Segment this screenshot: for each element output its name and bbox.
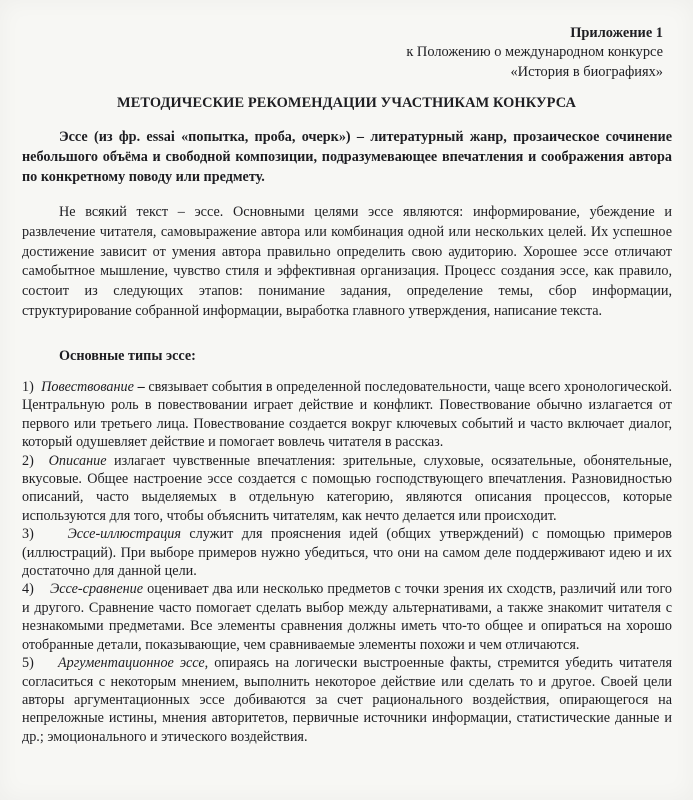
appendix-number: Приложение 1 bbox=[570, 25, 663, 41]
item-type-name: Эссе-сравнение bbox=[49, 581, 144, 598]
item-number: 2) bbox=[22, 452, 34, 469]
essay-type-item bbox=[22, 378, 672, 452]
item-description: служит для прояснения идей (общих утверждений) с помощью примеров (иллюстраций). При выборе примеров нужно убедиться, что они на самом деле поддерживают идею и их достаточно для данной цели. bbox=[22, 526, 673, 580]
item-separator bbox=[107, 453, 114, 469]
item-number: 4) bbox=[22, 581, 34, 598]
item-description: связывает события в определенной последовательности, чаще всего хронологической. Центральную роль в повествовании играет действие и конфликт. Повествование обычно излагается от первого или третьего лица. Повествование создается вокруг ключевых событий и часто включает диалог, который одушевляет действие и помогает вовлечь читателя в рассказ. bbox=[22, 379, 672, 451]
item-description: излагает чувственные впечатления: зрительные, слуховые, осязательные, обонятельные, вкусовые. Общее настроение эссе создается с помощью господствующего впечатления. Разновидностью описаний, часто выделяемых в отдельную категорию, являются описания процессов, которые используются для того, чтобы объяснить читателям, как нечто делается или происходит. bbox=[22, 452, 672, 524]
item-description: опираясь на логически выстроенные факты, стремится убедить читателя согласиться с некоторым мнением, выполнить некоторое действие или сделать то и другое. Своей цели авторы аргументационных эссе добиваются за счет рационального воздействия, опирающегося на непреложные истины, мнения авторитетов, первичные источники информации, статистические данные и др.; эмоционального и этического воздействия. bbox=[22, 655, 672, 745]
essay-type-item bbox=[22, 525, 672, 580]
item-type-name: Повествование bbox=[41, 379, 134, 395]
essay-goals-paragraph: Не всякий текст – эссе. Основными целями эссе являются: информирование, убеждение и развлечение читателя, самовыражение автора или комбинация одной или нескольких целей. Их успешное достижение зависит от умения автора правильно определить свою аудиторию. Хорошее эссе отличают самобытное мышление, чувство стиля и эффективная организация. Процесс создания эссе, как правило, состоит из следующих этапов: понимание задания, определение темы, сбор информации, структурирование собранной информации, выработка главного утверждения, написание текста. bbox=[22, 204, 672, 319]
item-description: оценивает два или несколько предметов с точки зрения их сходств, различий или того и другого. Сравнение часто помогает сделать выбор между альтернативами, а также знакомит читателя с незнакомыми предметами. Все элементы сравнения должны иметь что-то общее и опираться на хорошо отобранные детали, показывающие, чем сравниваемые элементы похожи и чем отличаются. bbox=[22, 581, 673, 653]
item-separator: – bbox=[133, 379, 149, 395]
essay-type-item bbox=[22, 452, 672, 526]
item-type-name: Описание bbox=[48, 452, 107, 469]
item-number: 3) bbox=[22, 526, 34, 543]
document-title: МЕТОДИЧЕСКИЕ РЕКОМЕНДАЦИИ УЧАСТНИКАМ КОНКУРСА bbox=[117, 95, 576, 111]
appendix-line-1: к Положению о международном конкурсе bbox=[406, 44, 663, 61]
item-number: 1) bbox=[22, 379, 34, 395]
intro-definition: Эссе (из фр. essai «попытка, проба, очерк») – литературный жанр, прозаическое сочинение небольшого объёма и свободной композиции, подразумевающее впечатления и соображения автора по конкретному поводу или предмету. bbox=[22, 129, 672, 185]
item-number: 5) bbox=[22, 655, 34, 672]
appendix-line-2: «История в биографиях» bbox=[510, 63, 663, 80]
essay-type-item bbox=[22, 654, 672, 746]
item-separator: , bbox=[204, 655, 215, 672]
item-type-name: Эссе-иллюстрация bbox=[67, 526, 181, 543]
essay-types-list bbox=[22, 378, 672, 746]
essay-type-item bbox=[22, 580, 672, 654]
essay-types-heading: Основные типы эссе: bbox=[59, 348, 196, 364]
item-type-name: Аргументационное эссе bbox=[57, 655, 205, 672]
appendix-header bbox=[406, 24, 663, 82]
